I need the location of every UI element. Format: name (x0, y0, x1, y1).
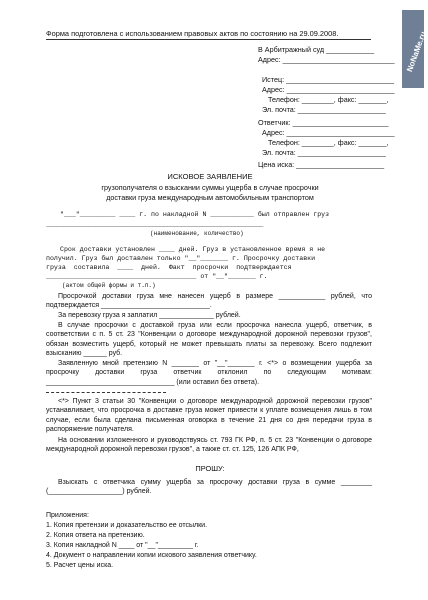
delay-line-2: получил. Груз был доставлен только "__"_______ г. Просрочку доставки (46, 255, 316, 262)
footnote: <*> Пункт 3 статьи 30 "Конвенции о договоре международной дорожной перевозки грузов" устанавливает, что просрочка в доставке груза может привести к уплате возмещения лишь в том случае, если была сделана письменная оговорка в течение 21 дня со дня передачи груза в распоряжение получателя. (46, 398, 372, 434)
watermark-badge (402, 10, 428, 88)
payment-paragraph: За перевозку груза я заплатил ______________ рублей. (58, 312, 241, 319)
plaintiff-phone: Телефон: ________, факс: _______, (268, 95, 389, 104)
attachment-item: 1. Копия претензии и доказательство ее отсылки. (46, 522, 208, 529)
delay-line-4: ______________________________________ от "__"_______ г. (46, 273, 268, 280)
header-divider (46, 39, 371, 40)
attachment-item: 3. Копия накладной N ____ от "__"_________ г. (46, 542, 199, 549)
defendant-address: Адрес: ___________________________ (262, 128, 395, 137)
plaintiff-line: Истец: ___________________________ (262, 75, 395, 84)
attachment-item: 4. Документ о направлении копии искового заявления ответчику. (46, 552, 257, 559)
defendant-line: Ответчик: ________________________ (258, 118, 389, 127)
damage-paragraph: Просрочкой доставки груза мне нанесен ущерб в размере ____________ рублей, что подтверждается ____________________________. (46, 293, 372, 310)
request-heading: ПРОШУ: (195, 464, 225, 473)
defendant-email: Эл. почта: ______________________ (262, 148, 386, 157)
shipment-line: "___"_________ ____ г. по накладной N ___________ был отправлен груз (60, 211, 330, 218)
doc-subtitle-2: доставки груза международным автомобильным транспортом (106, 193, 314, 202)
claim-price: Цена иска: ______________________ (258, 160, 385, 169)
watermark-text: NoNaMe.ru (405, 30, 428, 74)
attachment-item: 2. Копия ответа на претензию. (46, 532, 145, 539)
liability-paragraph: В случае просрочки с доставкой груза или если просрочка нанесла ущерб, ответчик, в соответствии с п. 5 ст. 23 "Конвенции о договоре международной дорожной перевозки грузов", обязан возместить ущерб, который не может превышать платы за перевозку. Всего подлежит взысканию ______ руб. (46, 322, 372, 358)
plaintiff-address: Адрес: ___________________________ (262, 85, 395, 94)
court-address: Адрес: ____________________________ (258, 55, 395, 64)
cargo-caption: (наименование, количество) (150, 230, 244, 237)
court-line: В Арбитражный суд ____________ (258, 45, 375, 54)
defendant-phone: Телефон: ________, факс: _______, (268, 138, 389, 147)
footnote-separator (46, 392, 166, 393)
doc-subtitle-1: грузополучателя о взыскании суммы ущерба в случае просрочки (101, 183, 319, 192)
delay-caption: (актом общей формы и т.п.) (62, 282, 156, 289)
doc-title: ИСКОВОЕ ЗАЯВЛЕНИЕ (167, 172, 253, 181)
attachment-item: 5. Расчет цены иска. (46, 562, 114, 569)
delay-line-3: груза составила ____ дней. Факт просрочки подтверждается (46, 264, 292, 271)
attachments-heading: Приложения: (46, 512, 89, 519)
grounds-paragraph: На основании изложенного и руководствуясь ст. 793 ГК РФ, п. 5 ст. 23 "Конвенции о договоре международной дорожной перевозки грузов", а также ст. ст. 125, 126 АПК РФ, (46, 437, 372, 454)
plaintiff-email: Эл. почта: ______________________ (262, 105, 386, 114)
delay-line-1: Срок доставки установлен ____ дней. Груз в установленное время я не (60, 246, 326, 253)
claim-paragraph: Заявленную мной претензию N _______ от "__"_______ г. <*> о возмещении ущерба за просрочку доставки груза ответчик отклонил по следующим мотивам: _________________________________ (или оставил без ответа). (46, 360, 372, 386)
header-note: Форма подготовлена с использованием правовых актов по состоянию на 29.09.2008. (46, 29, 339, 38)
cargo-blank: _____________________________________________________________ (46, 221, 263, 228)
request-text: Взыскать с ответчика сумму ущерба за просрочку доставки груза в сумме ________ (___________________) рублей. (46, 479, 372, 496)
